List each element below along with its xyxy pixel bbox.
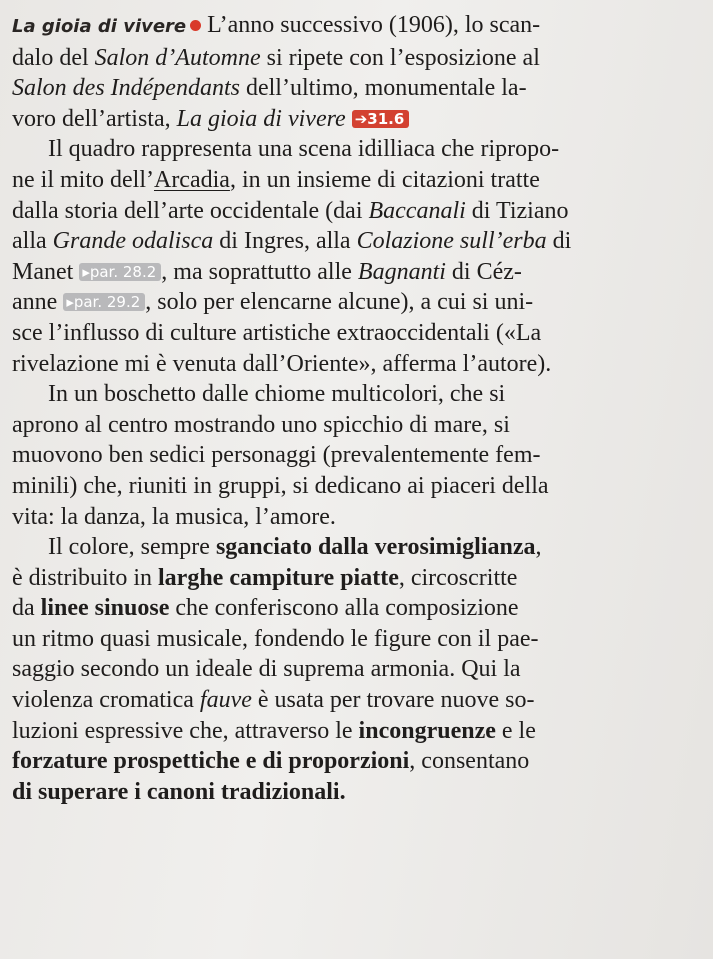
- paragraph-4-line-7: [12, 716, 704, 747]
- artwork-title: La gioia di vivere: [176, 105, 346, 132]
- paragraph-3-line-5: vita: la danza, la musica, l’amore.: [12, 503, 336, 530]
- section-heading: La gioia di vivere: [12, 16, 187, 37]
- text-run: voro dell’artista,: [12, 105, 177, 132]
- paragraph-reference-badge[interactable]: ▸par. 29.2: [63, 293, 145, 311]
- text-run: luzioni espressive che, attraverso le: [12, 717, 359, 744]
- paragraph-3-line-4: minili) che, riuniti in gruppi, si dedicano ai piaceri della: [12, 472, 549, 499]
- text-run: di Ingres, alla: [213, 228, 357, 255]
- text-run: e le: [495, 717, 536, 744]
- text-run: anne: [12, 289, 64, 316]
- paragraph-2-line-1: [12, 134, 704, 165]
- paragraph-2-line-4: [12, 226, 704, 257]
- text-run: , consentano: [409, 748, 530, 775]
- paragraph-3-line-1: In un boschetto dalle chiome multicolori, che si: [48, 381, 506, 408]
- figure-reference-badge[interactable]: ➔31.6: [352, 110, 410, 128]
- text-run: che conferiscono alla composizione: [169, 595, 519, 622]
- paragraph-reference-badge[interactable]: ▸par. 28.2: [79, 263, 161, 281]
- text-run: si ripete con l’esposizione al: [260, 44, 540, 71]
- paragraph-2-line-3: [12, 196, 704, 227]
- key-term: sganciato dalla verosimiglianza: [215, 534, 536, 561]
- paragraph-4-line-1: [12, 532, 704, 563]
- text-run: , solo per elencarne alcune), a cui si uni-: [145, 289, 534, 316]
- foreign-term: fauve: [199, 687, 252, 714]
- body-text: [12, 10, 704, 807]
- key-term: di superare i canoni tradizionali.: [12, 778, 346, 805]
- key-term: larghe campiture piatte: [158, 564, 399, 591]
- paragraph-2-line-6: [12, 287, 704, 318]
- key-term: incongruenze: [358, 717, 496, 744]
- paragraph-2-line-5: [12, 257, 704, 288]
- artwork-title: Colazione sull’erba: [356, 228, 547, 255]
- text-run: Il quadro rappresenta una scena idilliaca che ripropo-: [48, 136, 560, 163]
- text-run: , ma soprattutto alle: [161, 258, 358, 285]
- artwork-title: Baccanali: [368, 197, 466, 224]
- paragraph-1-line-2: [12, 43, 704, 74]
- text-run: di Tiziano: [465, 197, 569, 224]
- paragraph-1-line-4: [12, 104, 704, 135]
- paragraph-4-line-3: [12, 593, 704, 624]
- paragraph-3-line-2: aprono al centro mostrando uno spicchio di mare, si: [12, 411, 510, 438]
- text-run: , in un insieme di citazioni tratte: [229, 166, 540, 193]
- text-run: ,: [535, 534, 542, 561]
- paragraph-1-line-1: [12, 10, 704, 43]
- paragraph-2-line-2: [12, 165, 704, 196]
- text-run: dalo del: [12, 44, 95, 71]
- artwork-title: Grande odalisca: [52, 228, 214, 255]
- text-run: , circoscritte: [398, 564, 518, 591]
- paragraph-4-line-4: un ritmo quasi musicale, fondendo le figure con il pae-: [12, 625, 539, 652]
- text-run: è usata per trovare nuove so-: [251, 687, 535, 714]
- text-run: di: [546, 228, 572, 255]
- red-bullet-icon: [190, 20, 201, 31]
- text-run: di Céz-: [445, 258, 522, 285]
- text-run: L’anno successivo (1906), lo scan-: [207, 12, 541, 38]
- key-term: linee sinuose: [40, 595, 170, 622]
- text-run: dell’ultimo, monumentale la-: [239, 75, 527, 102]
- text-run: Il colore, sempre: [48, 534, 216, 561]
- artwork-title: Salon des Indépendants: [12, 75, 240, 102]
- text-run: ne il mito dell’: [12, 166, 154, 193]
- text-run: Manet: [12, 258, 80, 285]
- paragraph-2-line-8: rivelazione mi è venuta dall’Oriente», afferma l’autore).: [12, 350, 552, 377]
- paragraph-2-line-7: sce l’influsso di culture artistiche extraoccidentali («La: [12, 319, 542, 346]
- paragraph-4-line-5: saggio secondo un ideale di suprema armonia. Qui la: [12, 656, 521, 683]
- text-run: da: [12, 595, 41, 622]
- key-term: forzature prospettiche e di proporzioni: [12, 748, 410, 775]
- paragraph-4-line-6: [12, 685, 704, 716]
- text-run: è distribuito in: [12, 564, 158, 591]
- paragraph-4-line-2: [12, 563, 704, 594]
- paragraph-4-line-8: [12, 746, 704, 777]
- text-run: violenza cromatica: [12, 687, 200, 714]
- text-run: dalla storia dell’arte occidentale (dai: [12, 197, 369, 224]
- glossary-link-arcadia[interactable]: Arcadia: [153, 166, 230, 193]
- paragraph-1-line-3: [12, 73, 704, 104]
- artwork-title: Salon d’Automne: [94, 44, 261, 71]
- paragraph-4-line-9: [12, 777, 704, 808]
- paragraph-3-line-3: muovono ben sedici personaggi (prevalentemente fem-: [12, 442, 541, 469]
- artwork-title: Bagnanti: [357, 258, 446, 285]
- text-run: alla: [12, 228, 53, 255]
